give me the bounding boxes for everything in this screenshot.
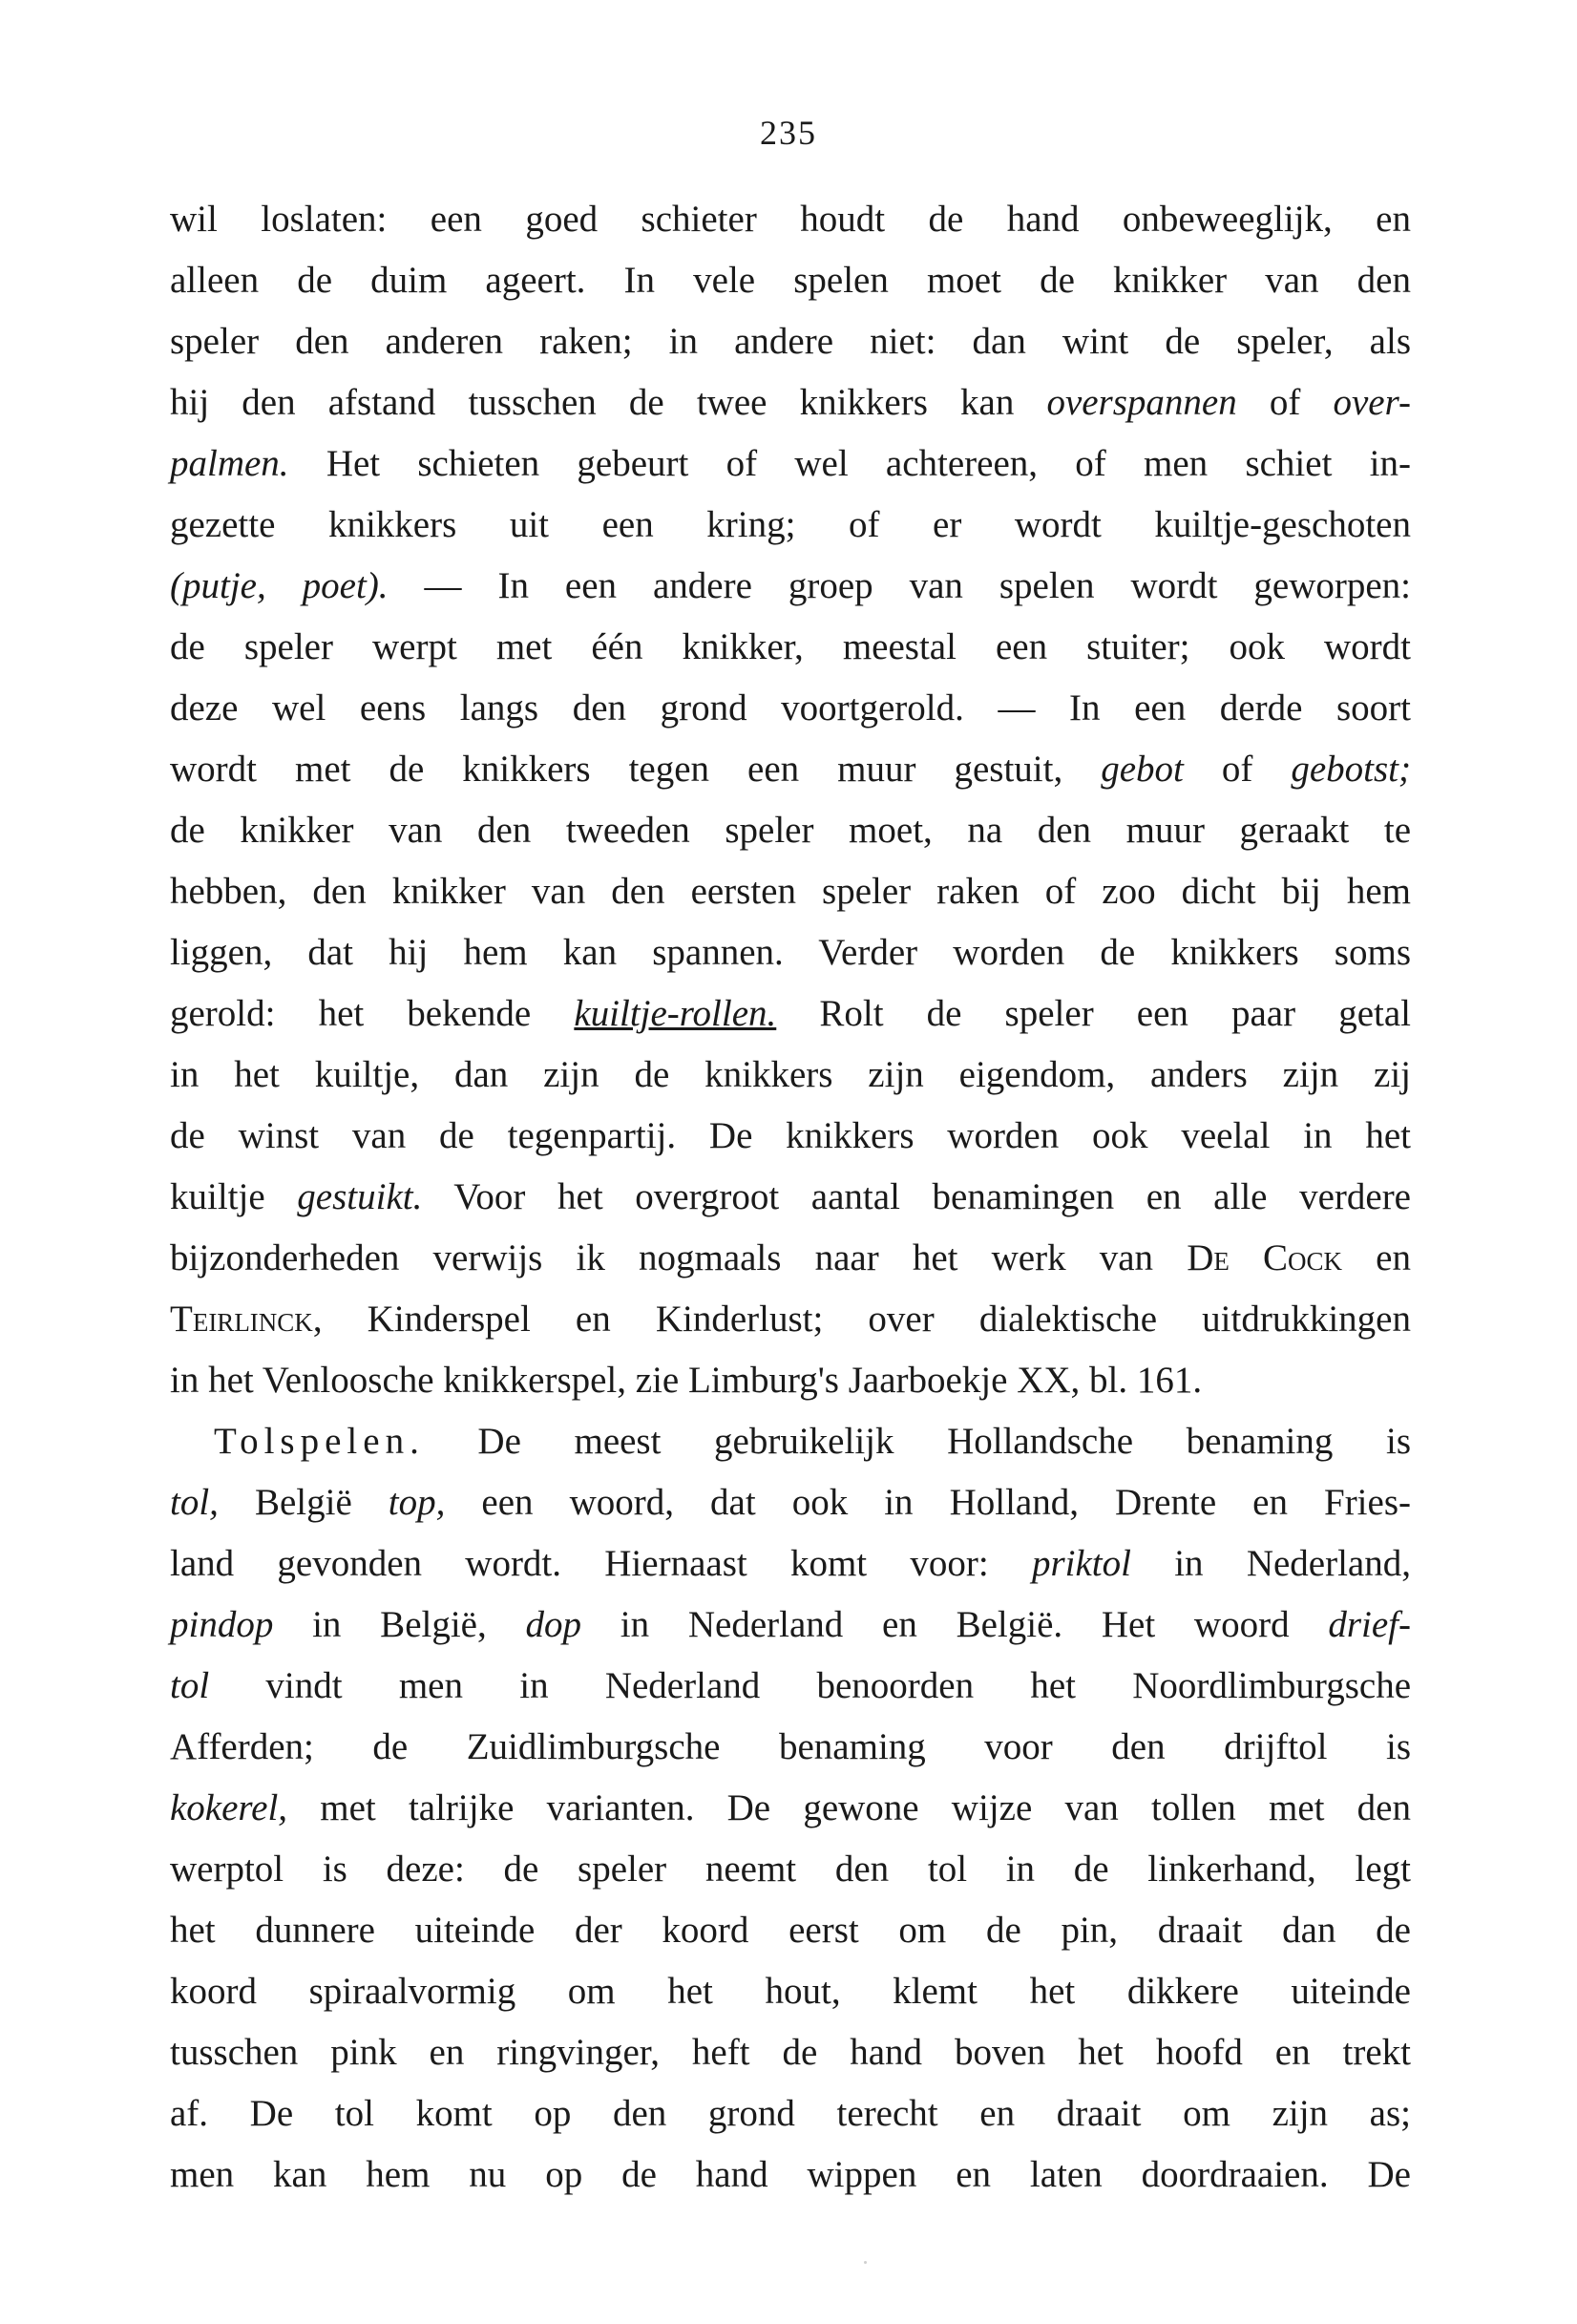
text-line: hij den afstand tusschen de twee knikkers kan overspannen of over- (170, 382, 1411, 423)
text-line: alleen de duim ageert. In vele spelen moet de knikker van den (170, 260, 1411, 301)
text-line: kuiltje gestuikt. Voor het overgroot aantal benamingen en alle verdere (170, 1176, 1411, 1217)
emphasis: gestuikt. (297, 1176, 423, 1217)
text-line: hebben, den knikker van den eersten speler raken of zoo dicht bij hem (170, 871, 1411, 912)
emphasis: dop (525, 1604, 581, 1645)
text-line: deze wel eens langs den grond voortgerold. — In een derde soort (170, 687, 1411, 729)
body-text (170, 189, 1411, 2206)
text-line: wil loslaten: een goed schieter houdt de hand onbeweeglijk, en (170, 199, 1411, 240)
text-line: liggen, dat hij hem kan spannen. Verder worden de knikkers soms (170, 932, 1411, 973)
text-line: gerold: het bekende kuiltje-rollen. Rolt de speler een paar getal (170, 993, 1411, 1034)
emphasis: drief- (1328, 1604, 1411, 1645)
text-line: de speler werpt met één knikker, meestal een stuiter; ook wordt (170, 626, 1411, 667)
emphasis: over- (1333, 382, 1411, 423)
text-line: Afferden; de Zuidlimburgsche benaming voor den drijftol is (170, 1726, 1411, 1767)
text-line: Teirlinck, Kinderspel en Kinderlust; over dialektische uitdrukkingen (170, 1299, 1411, 1340)
text-line: kokerel, met talrijke varianten. De gewone wijze van tollen met den (170, 1787, 1411, 1828)
text-line: werptol is deze: de speler neemt den tol in de linkerhand, legt (170, 1849, 1411, 1890)
emphasis: palmen. (170, 443, 289, 484)
text-line: Tolspelen. De meest gebruikelijk Hollandsche benaming is (214, 1421, 1411, 1462)
text-line: tusschen pink en ringvinger, heft de hand boven het hoofd en trekt (170, 2032, 1411, 2073)
text-line: wordt met de knikkers tegen een muur gestuit, gebot of gebotst; (170, 749, 1411, 790)
emphasis: kuiltje-rollen. (574, 993, 777, 1034)
paper-speck (864, 2261, 867, 2264)
text-line: speler den anderen raken; in andere niet: dan wint de speler, als (170, 321, 1411, 362)
text-line: (putje, poet). — In een andere groep van spelen wordt geworpen: (170, 565, 1411, 606)
text-line: de winst van de tegenpartij. De knikkers worden ook veelal in het (170, 1115, 1411, 1156)
text-line: het dunnere uiteinde der koord eerst om de pin, draait dan de (170, 1910, 1411, 1951)
emphasis: priktol (1031, 1543, 1131, 1584)
text-line: in het Venloosche knikkerspel, zie Limburg's Jaarboekje XX, bl. 161. (170, 1360, 1203, 1401)
emphasis: kokerel, (170, 1787, 288, 1828)
emphasis: top, (388, 1482, 446, 1523)
text-line: af. De tol komt op den grond terecht en draait om zijn as; (170, 2093, 1411, 2134)
text-line: palmen. Het schieten gebeurt of wel achtereen, of men schiet in- (170, 443, 1411, 484)
text-line: tol, België top, een woord, dat ook in Holland, Drente en Fries- (170, 1482, 1411, 1523)
emphasis: overspannen (1046, 382, 1237, 423)
text-line: koord spiraalvormig om het hout, klemt het dikkere uiteinde (170, 1971, 1411, 2012)
author-name: De Cock (1187, 1237, 1343, 1278)
emphasis: (putje, poet). (170, 565, 389, 606)
text-line: tol vindt men in Nederland benoorden het Noordlimburgsche (170, 1665, 1411, 1706)
emphasis: gebot (1101, 749, 1184, 790)
page-number: 235 (760, 114, 817, 152)
text-line: bijzonderheden verwijs ik nogmaals naar het werk van De Cock en (170, 1237, 1411, 1278)
section-heading: Tolspelen. (214, 1421, 425, 1462)
emphasis: tol (170, 1665, 210, 1706)
text-line: men kan hem nu op de hand wippen en laten doordraaien. De (170, 2154, 1411, 2195)
emphasis: gebotst; (1291, 749, 1411, 790)
emphasis: pindop (170, 1604, 274, 1645)
author-name: Teirlinck (170, 1299, 313, 1340)
text-line: land gevonden wordt. Hiernaast komt voor: priktol in Nederland, (170, 1543, 1411, 1584)
text-line: in het kuiltje, dan zijn de knikkers zijn eigendom, anders zijn zij (170, 1054, 1411, 1095)
text-line: de knikker van den tweeden speler moet, na den muur geraakt te (170, 810, 1411, 851)
text-line: pindop in België, dop in Nederland en België. Het woord drief- (170, 1604, 1411, 1645)
text-line: gezette knikkers uit een kring; of er wordt kuiltje-geschoten (170, 504, 1411, 545)
emphasis: tol, (170, 1482, 219, 1523)
